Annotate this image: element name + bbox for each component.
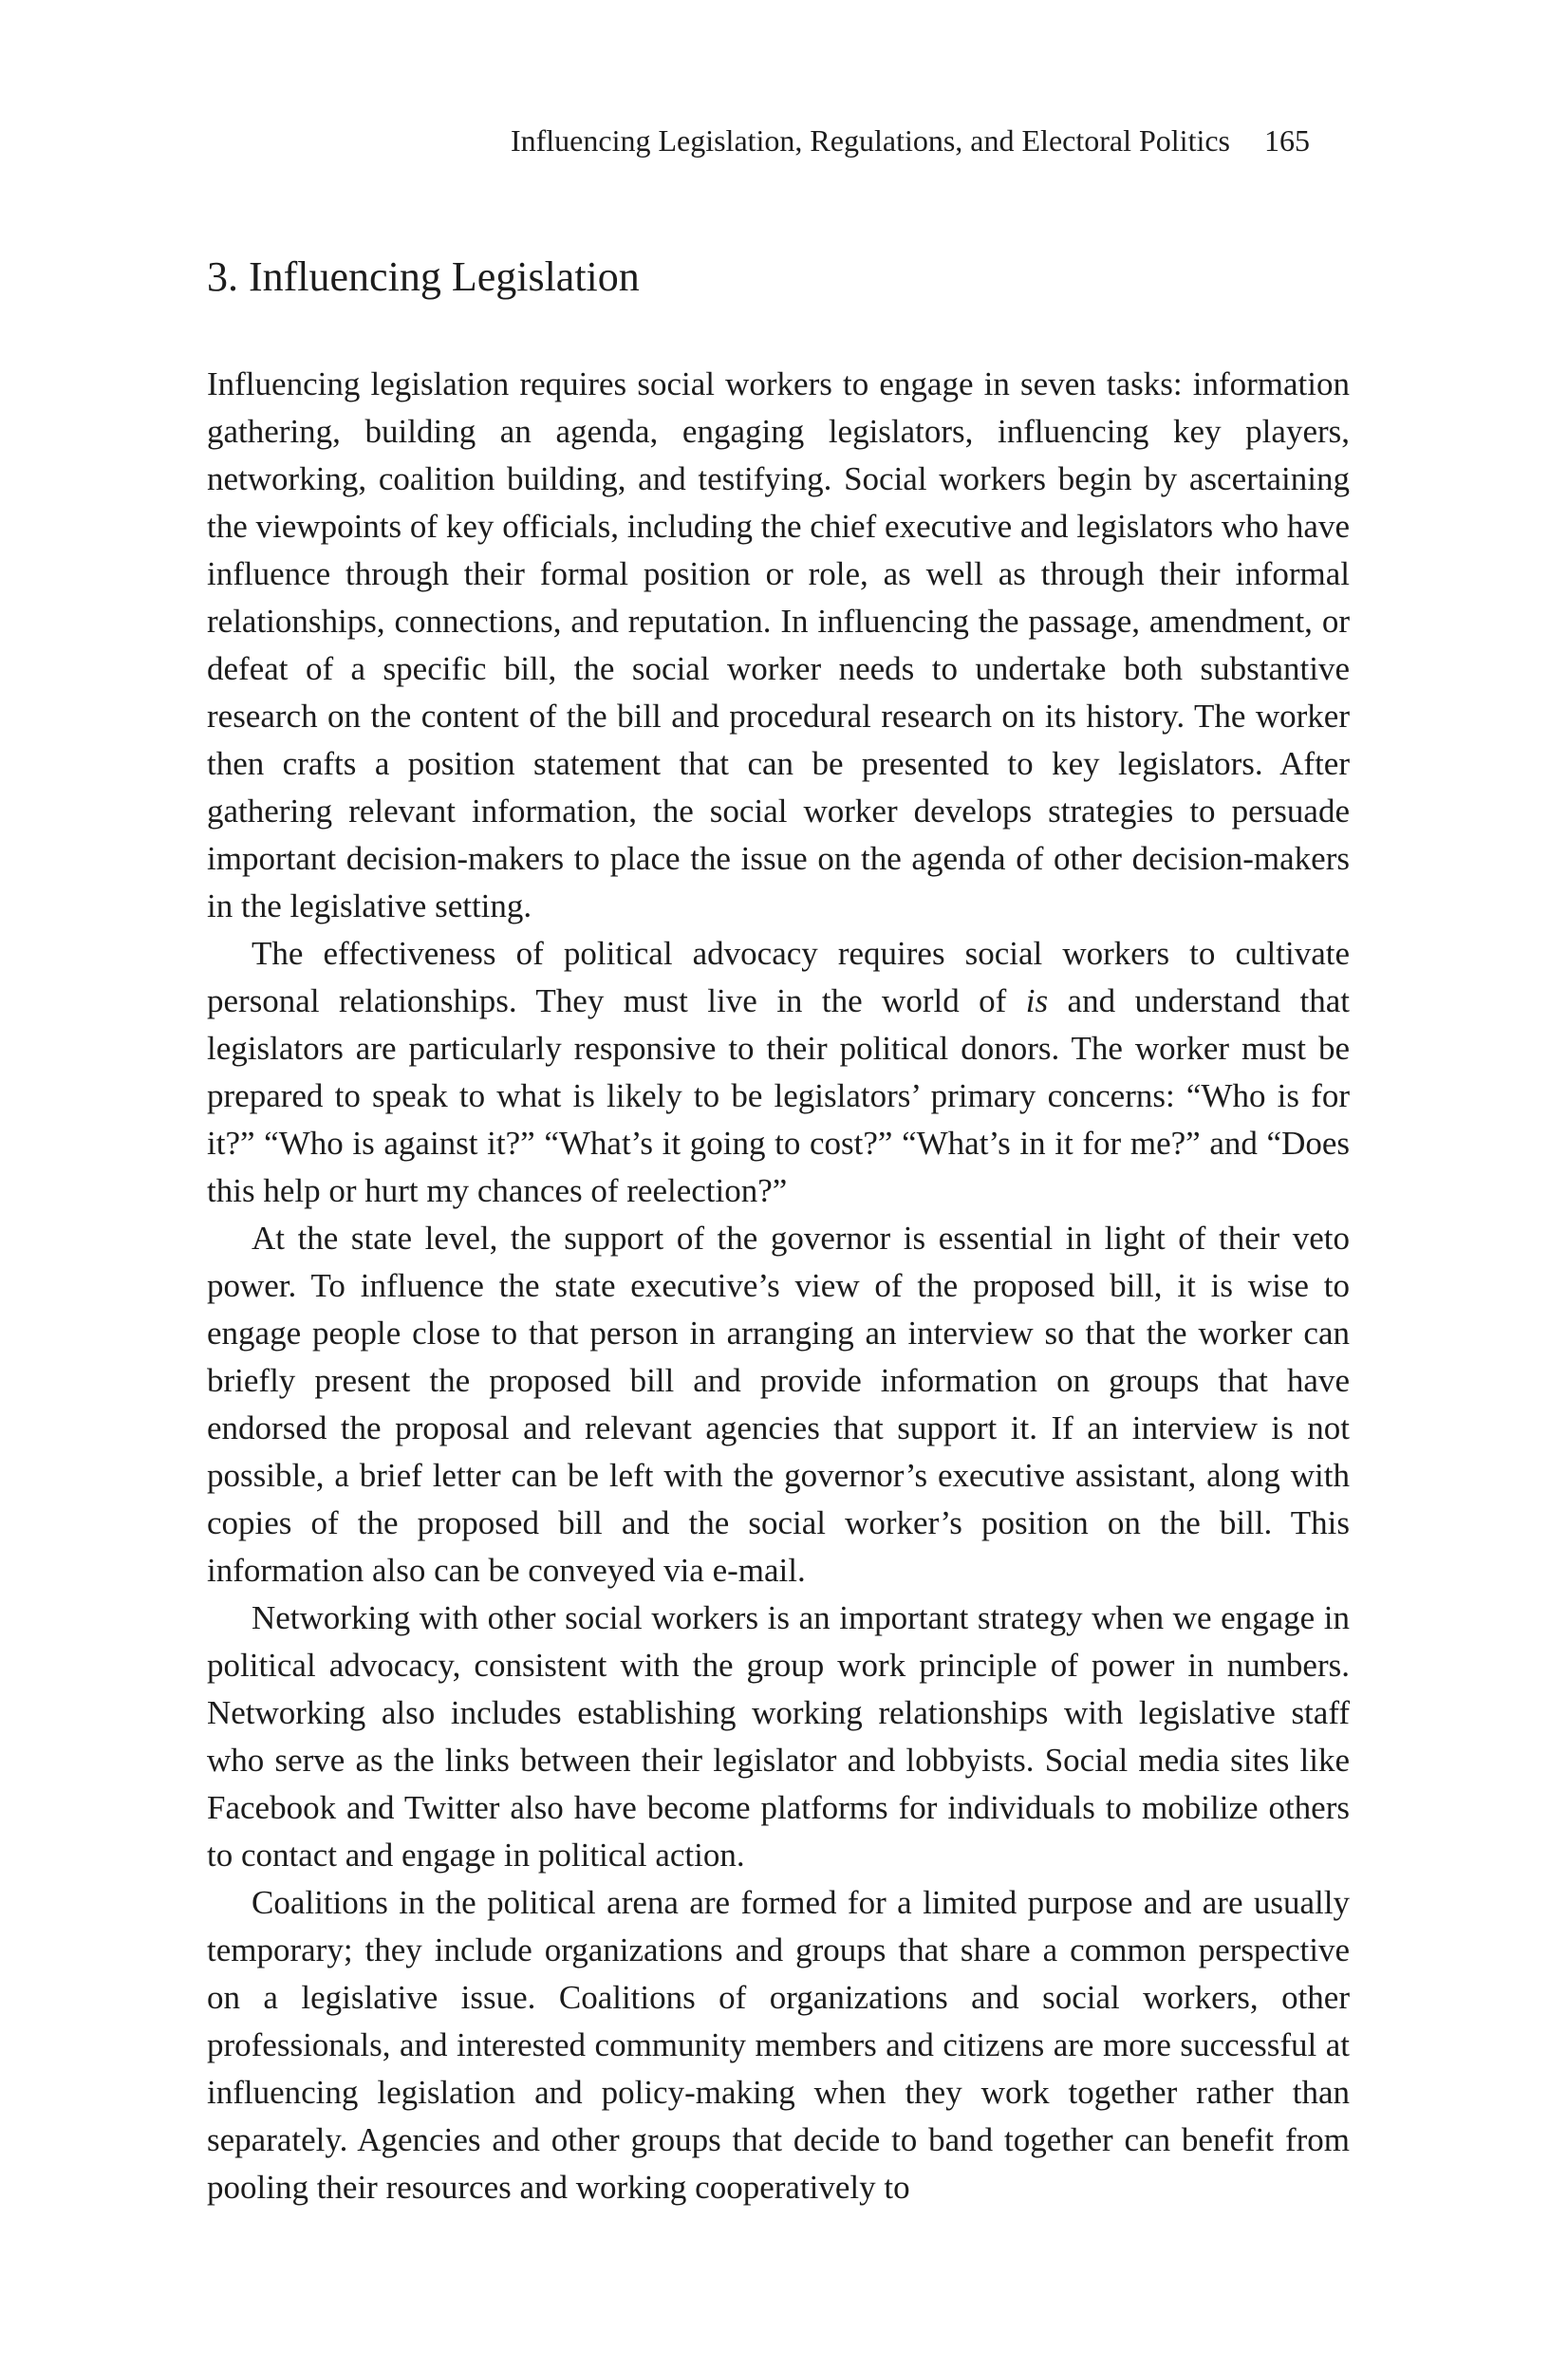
paragraph-influencing-legislation-tasks: Influencing legislation requires social workers to engage in seven tasks: information gathering, building an agenda, engaging legislators, influencing key players, networking, coalition building, and testifying. Social workers begin by ascertaining the viewpoints of key officials, including the chief executive and legislators who have influence through their formal position or role, as well as through their informal relationships, connections, and reputation. In influencing the passage, amendment, or defeat of a specific bill, the social worker needs to undertake both substantive research on the content of the bill and procedural research on its history. The worker then crafts a position statement that can be presented to key legislators. After gathering relevant information, the social worker develops strategies to persuade important decision-makers to place the issue on the agenda of other decision-makers in the legislative setting. xyxy=(207,365,1350,924)
page-content xyxy=(207,254,1350,2211)
paragraph-state-level-governor-support: At the state level, the support of the governor is essential in light of their veto power. To influence the state executive’s view of the proposed bill, it is wise to engage people close to that person in arranging an interview so that the worker can briefly present the proposed bill and provide information on groups that have endorsed the proposal and relevant agencies that support it. If an interview is not possible, a brief letter can be left with the governor’s executive assistant, along with copies of the proposed bill and the social worker’s position on the bill. This information also can be conveyed via e-mail. xyxy=(207,1220,1350,1589)
section-heading: 3. Influencing Legislation xyxy=(207,253,640,300)
running-header xyxy=(207,123,1310,158)
paragraph-political-advocacy-effectiveness xyxy=(207,930,1350,1215)
page-number: 165 xyxy=(1264,123,1310,158)
paragraph-2-text-after-italic: and understand that legislators are particularly responsive to their political donors. The worker must be prepared to speak to what is likely to be legislators’ primary concerns: “Who is for it?” “Who is against it?” “What’s it going to cost?” “What’s in it for me?” and “Does this help or hurt my chances of reelection?” xyxy=(207,982,1350,1209)
paragraph-coalitions-political-arena: Coalitions in the political arena are formed for a limited purpose and are usually temporary; they include organizations and groups that share a common perspective on a legislative issue. Coalitions of organizations and social workers, other professionals, and interested community members and citizens are more successful at influencing legislation and policy-making when they work together rather than separately. Agencies and other groups that decide to band together can benefit from pooling their resources and working cooperatively to xyxy=(207,1884,1350,2206)
paragraph-2-text-before-italic: The effectiveness of political advocacy requires social workers to cultivate personal relationships. They must live in the world of xyxy=(207,935,1350,1019)
running-header-title: Influencing Legislation, Regulations, and Electoral Politics xyxy=(510,123,1230,158)
paragraph-2-italic-word: is xyxy=(1025,982,1049,1019)
paragraph-networking-strategy: Networking with other social workers is an important strategy when we engage in political advocacy, consistent with the group work principle of power in numbers. Networking also includes establishing working relationships with legislative staff who serve as the links between their legislator and lobbyists. Social media sites like Facebook and Twitter also have become platforms for individuals to mobilize others to contact and engage in political action. xyxy=(207,1599,1350,1874)
